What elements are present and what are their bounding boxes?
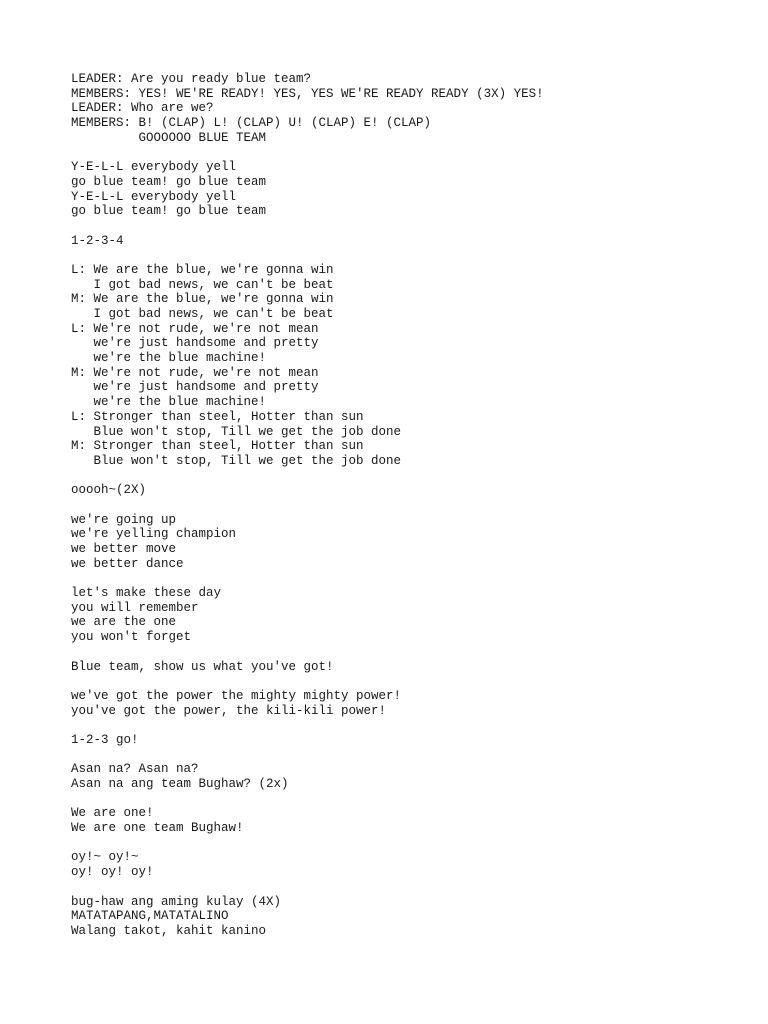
text-line: LEADER: Who are we? xyxy=(71,101,214,116)
text-line: we're going up xyxy=(71,512,177,527)
text-line: Blue won't stop, Till we get the job done xyxy=(71,424,402,439)
text-line: Blue won't stop, Till we get the job done xyxy=(71,453,402,468)
text-line: we're yelling champion xyxy=(71,527,237,542)
text-line: M: Stronger than steel, Hotter than sun xyxy=(71,439,364,454)
text-line: you've got the power, the kili-kili power! xyxy=(71,703,387,718)
text-line: we're just handsome and pretty xyxy=(71,336,319,351)
text-line xyxy=(71,836,751,851)
text-line: we better dance xyxy=(71,556,184,571)
text-line: We are one team Bughaw! xyxy=(71,821,244,836)
text-line: oy!~ oy!~ xyxy=(71,850,139,865)
document-body xyxy=(71,72,751,939)
text-line xyxy=(71,145,751,160)
text-line: MATATAPANG,MATATALINO xyxy=(71,909,229,924)
text-line: GOOOOOO BLUE TEAM xyxy=(71,130,267,145)
text-line: we've got the power the mighty mighty power! xyxy=(71,688,402,703)
text-line: we're just handsome and pretty xyxy=(71,380,319,395)
text-line: Asan na ang team Bughaw? (2x) xyxy=(71,777,289,791)
text-line xyxy=(71,674,751,689)
text-line: let's make these day xyxy=(71,586,222,601)
text-line: we better move xyxy=(71,542,177,556)
text-line: we are the one xyxy=(71,615,177,630)
text-line xyxy=(71,469,751,484)
text-line xyxy=(71,880,751,895)
text-line: go blue team! go blue team xyxy=(71,204,267,219)
text-line xyxy=(71,219,751,234)
text-line xyxy=(71,645,751,660)
text-line: oy! oy! oy! xyxy=(71,865,154,880)
text-line: MEMBERS: YES! WE'RE READY! YES, YES WE'RE READY READY (3X) YES! xyxy=(71,86,544,101)
text-line: go blue team! go blue team xyxy=(71,174,267,189)
text-line: MEMBERS: B! (CLAP) L! (CLAP) U! (CLAP) E! (CLAP) xyxy=(71,116,432,131)
text-line: Asan na? Asan na? xyxy=(71,762,199,777)
text-line: bug-haw ang aming kulay (4X) xyxy=(71,894,282,909)
text-line: I got bad news, we can't be beat xyxy=(71,277,334,292)
text-line: L: Stronger than steel, Hotter than sun xyxy=(71,409,364,424)
text-line: Y-E-L-L everybody yell xyxy=(71,189,237,204)
text-line: Y-E-L-L everybody yell xyxy=(71,160,237,175)
text-line: I got bad news, we can't be beat xyxy=(71,307,334,321)
text-line xyxy=(71,498,751,513)
text-line: 1-2-3 go! xyxy=(71,732,139,747)
text-line: Walang takot, kahit kanino xyxy=(71,923,267,938)
text-line: We are one! xyxy=(71,806,154,821)
text-line xyxy=(71,718,751,733)
text-line: L: We are the blue, we're gonna win xyxy=(71,262,334,277)
text-line: we're the blue machine! xyxy=(71,351,267,366)
text-line xyxy=(71,748,751,763)
text-line: L: We're not rude, we're not mean xyxy=(71,321,319,336)
text-line: you won't forget xyxy=(71,630,192,645)
text-line: you will remember xyxy=(71,600,199,615)
text-line xyxy=(71,571,751,586)
text-line: M: We're not rude, we're not mean xyxy=(71,365,319,380)
text-line xyxy=(71,792,751,807)
text-line: 1-2-3-4 xyxy=(71,233,124,248)
text-line: LEADER: Are you ready blue team? xyxy=(71,72,312,86)
text-line: we're the blue machine! xyxy=(71,395,267,410)
text-line: M: We are the blue, we're gonna win xyxy=(71,292,334,307)
text-line: ooooh~(2X) xyxy=(71,483,147,498)
text-line: Blue team, show us what you've got! xyxy=(71,659,334,674)
text-line xyxy=(71,248,751,263)
